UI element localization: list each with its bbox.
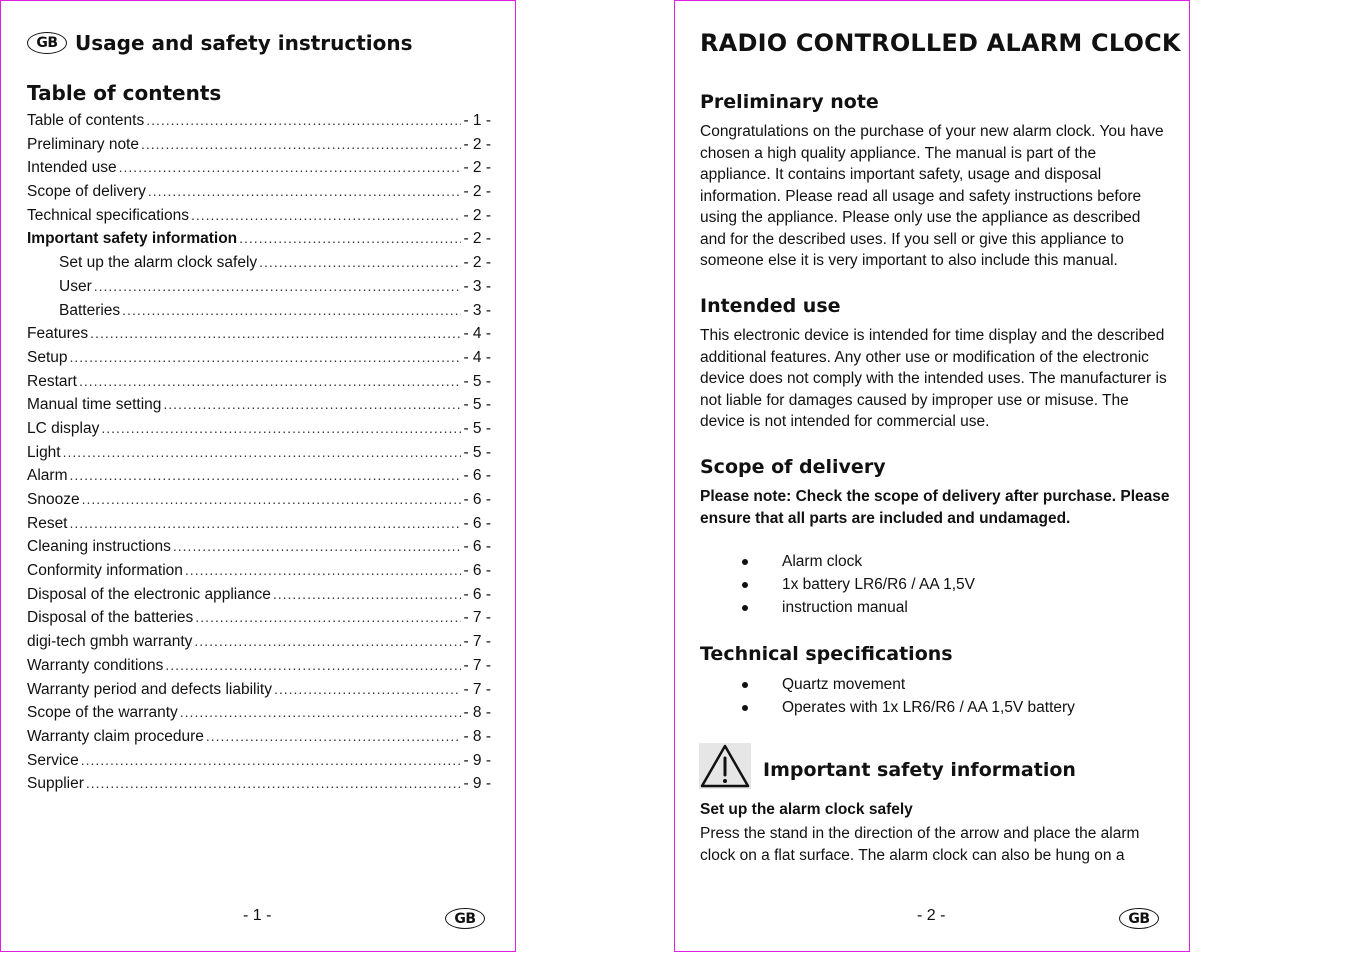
- intended-text: This electronic device is intended for time display and the described additional features. Any other use or modification of the electronic device does not comply with the intended uses. The manufacturer is not liable for damages caused by improper use or misuse. The device is not intended for commercial use.: [700, 327, 1167, 430]
- toc-entry-label: Disposal of the batteries: [27, 609, 194, 627]
- safety-text: Press the stand in the direction of the arrow and place the alarm clock on a flat surface. The alarm clock can also be hung on a: [700, 825, 1140, 864]
- toc-entry-label: User: [59, 277, 92, 295]
- toc-entry-page: - 7 -: [463, 656, 491, 674]
- toc-entry-page: - 2 -: [463, 230, 491, 248]
- toc-entry-label: Warranty claim procedure: [27, 727, 204, 745]
- warning-triangle-icon: [699, 743, 751, 789]
- bullet-icon: [742, 582, 748, 588]
- toc-entry: [27, 325, 491, 349]
- toc-entry-page: - 6 -: [463, 467, 491, 485]
- gb-footer-badge: GB: [445, 908, 485, 929]
- list-item-text: instruction manual: [782, 599, 908, 616]
- toc-entry-label: Important safety information: [27, 230, 238, 248]
- toc-leader-dots: [163, 396, 461, 412]
- toc-entry-label: Intended use: [27, 159, 117, 177]
- toc-entry: [27, 112, 491, 136]
- toc-entry-label: Table of contents: [27, 112, 145, 129]
- toc-entry-page: - 9 -: [463, 775, 491, 793]
- toc-entry: [27, 515, 491, 539]
- bullet-icon: [742, 705, 748, 711]
- toc-entry: [27, 538, 491, 562]
- toc-entry-label: Manual time setting: [27, 396, 162, 414]
- gb-language-badge: GB: [27, 32, 67, 54]
- bullet-icon: [742, 559, 748, 565]
- toc-entry-page: - 6 -: [463, 491, 491, 508]
- toc-entry-label: Supplier: [27, 775, 84, 793]
- toc-entry: [27, 657, 491, 681]
- toc-entry: [27, 349, 491, 373]
- technical-heading: Technical specifications: [700, 643, 953, 665]
- toc-leader-dots: [194, 633, 461, 649]
- toc-entry-label: Technical specifications: [27, 206, 189, 224]
- toc-entry-label: Scope of the warranty: [27, 704, 178, 722]
- toc-entry-label: Service: [27, 751, 79, 769]
- toc-entry: [27, 681, 491, 705]
- toc-entry-label: Batteries: [59, 301, 121, 319]
- scope-note: Please note: Check the scope of delivery after purchase. Please ensure that all parts are included and undamaged.: [700, 488, 1170, 527]
- list-item-text: 1x battery LR6/R6 / AA 1,5V: [782, 576, 976, 593]
- toc-entry-label: Reset: [27, 514, 68, 532]
- toc-leader-dots: [259, 254, 461, 270]
- toc-leader-dots: [90, 325, 461, 341]
- document-title: RADIO CONTROLLED ALARM CLOCK: [700, 29, 1181, 57]
- scope-heading: Scope of delivery: [700, 456, 886, 478]
- toc-entry: [27, 775, 491, 799]
- list-item-text: Alarm clock: [782, 553, 863, 570]
- toc-entry-page: - 3 -: [463, 301, 491, 319]
- toc-leader-dots: [148, 183, 462, 199]
- toc-title: Table of contents: [27, 81, 222, 105]
- toc-entry-page: - 5 -: [463, 443, 491, 461]
- toc-entry: [27, 136, 491, 160]
- bullet-icon: [742, 605, 748, 611]
- toc-entry-label: Cleaning instructions: [27, 538, 171, 556]
- toc-entry: [27, 491, 491, 515]
- toc-leader-dots: [185, 562, 462, 578]
- left-page: [0, 0, 516, 952]
- toc-entry: [27, 704, 491, 728]
- toc-leader-dots: [239, 230, 461, 246]
- toc-entry-page: - 1 -: [463, 112, 491, 129]
- safety-heading: Important safety information: [763, 759, 1076, 781]
- gb-footer-badge: GB: [1119, 908, 1159, 929]
- table-of-contents: [27, 112, 491, 799]
- list-item-text: Quartz movement: [782, 676, 906, 693]
- toc-leader-dots: [94, 278, 462, 294]
- toc-entry: [27, 183, 491, 207]
- toc-entry: [27, 444, 491, 468]
- page-number: - 2 -: [917, 907, 946, 924]
- toc-entry: [27, 562, 491, 586]
- list-item-text: Operates with 1x LR6/R6 / AA 1,5V battery: [782, 699, 1075, 716]
- list-item: [700, 673, 1075, 696]
- toc-entry-page: - 2 -: [463, 206, 491, 224]
- toc-entry-page: - 6 -: [463, 585, 491, 603]
- toc-entry-page: - 3 -: [463, 277, 491, 295]
- toc-leader-dots: [101, 420, 461, 436]
- toc-entry-label: Snooze: [27, 491, 80, 508]
- toc-entry-page: - 5 -: [463, 419, 491, 437]
- toc-leader-dots: [273, 586, 462, 602]
- header-title: Usage and safety instructions: [75, 31, 413, 55]
- preliminary-heading: Preliminary note: [700, 91, 879, 113]
- toc-entry-label: Preliminary note: [27, 135, 139, 153]
- toc-entry-page: - 6 -: [463, 538, 491, 556]
- technical-list: [700, 673, 1075, 719]
- toc-entry-page: - 2 -: [463, 183, 491, 201]
- toc-entry-label: Set up the alarm clock safely: [59, 254, 258, 272]
- toc-entry-page: - 7 -: [463, 633, 491, 651]
- toc-entry-label: Alarm: [27, 467, 68, 485]
- toc-entry-page: - 9 -: [463, 751, 491, 769]
- toc-entry-page: - 8 -: [463, 704, 491, 722]
- toc-entry-label: Restart: [27, 372, 77, 390]
- toc-entry-page: - 4 -: [463, 325, 491, 343]
- toc-entry-label: Warranty conditions: [27, 656, 164, 674]
- toc-entry: [27, 254, 491, 278]
- toc-entry: [27, 467, 491, 491]
- toc-leader-dots: [81, 752, 462, 768]
- toc-entry: [27, 373, 491, 397]
- toc-entry-label: Light: [27, 443, 61, 461]
- toc-entry: [27, 728, 491, 752]
- toc-leader-dots: [191, 207, 461, 223]
- toc-leader-dots: [173, 538, 462, 554]
- toc-leader-dots: [70, 349, 462, 365]
- toc-entry: [27, 207, 491, 231]
- toc-entry: [27, 230, 491, 254]
- toc-entry-page: - 2 -: [463, 254, 491, 272]
- toc-entry-label: Disposal of the electronic appliance: [27, 585, 271, 603]
- toc-entry: [27, 420, 491, 444]
- toc-leader-dots: [141, 136, 461, 152]
- toc-leader-dots: [63, 444, 462, 460]
- toc-leader-dots: [274, 681, 461, 697]
- toc-entry: [27, 302, 491, 326]
- toc-leader-dots: [86, 775, 462, 791]
- bullet-icon: [742, 682, 748, 688]
- toc-entry-label: Setup: [27, 348, 68, 366]
- toc-entry-page: - 4 -: [463, 348, 491, 366]
- toc-entry-label: Conformity information: [27, 562, 183, 580]
- toc-entry-label: LC display: [27, 419, 100, 437]
- toc-entry: [27, 159, 491, 183]
- toc-entry-page: - 6 -: [463, 514, 491, 532]
- toc-leader-dots: [79, 373, 461, 389]
- toc-leader-dots: [70, 515, 462, 531]
- left-header: [27, 31, 413, 55]
- toc-entry-page: - 8 -: [463, 727, 491, 745]
- toc-entry-label: Scope of delivery: [27, 183, 146, 201]
- toc-leader-dots: [165, 657, 461, 673]
- scope-list: [700, 550, 975, 619]
- toc-leader-dots: [180, 704, 462, 720]
- safety-subheading: Set up the alarm clock safely: [700, 801, 913, 818]
- toc-entry: [27, 633, 491, 657]
- list-item: [700, 596, 975, 619]
- toc-leader-dots: [206, 728, 462, 744]
- toc-entry: [27, 752, 491, 776]
- list-item: [700, 696, 1075, 719]
- toc-entry: [27, 278, 491, 302]
- toc-entry-page: - 2 -: [463, 159, 491, 177]
- toc-entry: [27, 609, 491, 633]
- toc-entry-page: - 7 -: [463, 609, 491, 627]
- toc-leader-dots: [122, 302, 461, 318]
- toc-entry-label: Warranty period and defects liability: [27, 680, 272, 698]
- toc-entry-page: - 5 -: [463, 372, 491, 390]
- toc-leader-dots: [69, 467, 461, 483]
- intended-heading: Intended use: [700, 295, 841, 317]
- toc-leader-dots: [82, 491, 462, 507]
- page-number: - 1 -: [243, 907, 272, 924]
- toc-entry-label: digi-tech gmbh warranty: [27, 633, 193, 651]
- preliminary-text: Congratulations on the purchase of your new alarm clock. You have chosen a high quality appliance. The manual is part of the appliance. It contains important safety, usage and disposal information. Please read all usage and safety instructions before using the appliance. Please only use the appliance as described and for the described uses. If you sell or give this appliance to someone else it is very important to also include this manual.: [700, 123, 1164, 269]
- toc-entry-page: - 5 -: [463, 396, 491, 414]
- list-item: [700, 573, 975, 596]
- toc-entry-page: - 6 -: [463, 562, 491, 580]
- toc-leader-dots: [195, 609, 461, 625]
- toc-entry-page: - 2 -: [463, 135, 491, 153]
- toc-entry: [27, 396, 491, 420]
- list-item: [700, 550, 975, 573]
- toc-entry-label: Features: [27, 325, 89, 343]
- right-page: [674, 0, 1190, 952]
- toc-leader-dots: [119, 159, 462, 175]
- toc-entry-page: - 7 -: [463, 680, 491, 698]
- toc-entry: [27, 586, 491, 610]
- toc-leader-dots: [146, 112, 461, 128]
